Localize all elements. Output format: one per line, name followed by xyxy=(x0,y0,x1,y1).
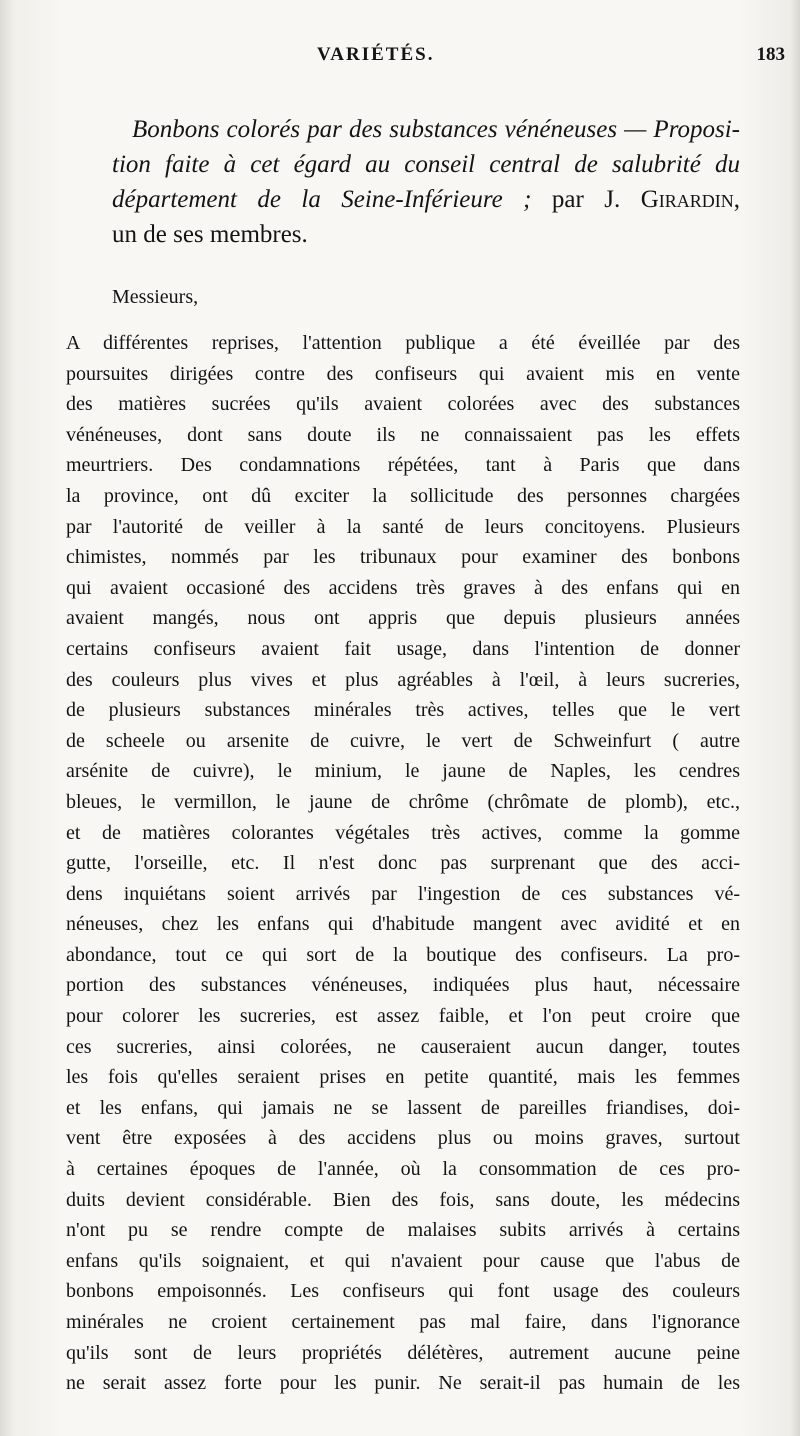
author-name: Girardin xyxy=(640,186,734,213)
body-line: qui avaient occasioné des accidens très graves à des enfans qui en xyxy=(66,576,740,599)
body-line: à certaines époques de l'année, où la consommation de ces pro- xyxy=(66,1158,740,1181)
body-line: bonbons empoisonnés. Les confiseurs qui font usage des couleurs xyxy=(66,1280,740,1303)
body-line: meurtriers. Des condamnations répétées, tant à Paris que dans xyxy=(66,454,740,477)
body-line: vénéneuses, dont sans doute ils ne connaissaient pas les effets xyxy=(66,423,740,446)
title-line-3 xyxy=(112,182,740,217)
body-line: et les enfans, qui jamais ne se lassent de pareilles friandises, doi- xyxy=(66,1096,740,1119)
body-line: duits devient considérable. Bien des fois, sans doute, les médecins xyxy=(66,1188,740,1211)
running-head xyxy=(112,44,785,72)
author-byline xyxy=(532,186,740,213)
body-line: vent être exposées à des accidens plus ou moins graves, surtout xyxy=(66,1127,740,1150)
body-line: minérales ne croient certainement pas mal faire, dans l'ignorance xyxy=(66,1311,740,1333)
body-line: n'ont pu se rendre compte de malaises subits arrivés à certains xyxy=(66,1219,740,1242)
body-line: chimistes, nommés par les tribunaux pour examiner des bonbons xyxy=(66,546,740,569)
author-suffix: , xyxy=(733,186,740,213)
body-line: bleues, le vermillon, le jaune de chrôme (chrômate de plomb), etc., xyxy=(66,790,740,813)
body-line: néneuses, chez les enfans qui d'habitude mangent avec avidité et en xyxy=(66,913,740,936)
body-line: des couleurs plus vives et plus agréables à l'œil, à leurs sucreries, xyxy=(66,668,740,691)
body-line: poursuites dirigées contre des confiseurs qui avaient mis en vente xyxy=(66,362,740,385)
body-line: la province, ont dû exciter la sollicitude des personnes chargées xyxy=(66,484,740,507)
body-line: dens inquiétans soient arrivés par l'ingestion de ces substances vé- xyxy=(66,882,740,905)
body-line: portion des substances vénéneuses, indiquées plus haut, nécessaire xyxy=(66,974,740,997)
author-prefix: par J. xyxy=(531,186,641,213)
body-line: avaient mangés, nous ont appris que depuis plusieurs années xyxy=(66,607,740,630)
body-line: abondance, tout ce qui sort de la boutique des confiseurs. La pro- xyxy=(66,943,740,966)
body-line: de plusieurs substances minérales très actives, telles que le vert xyxy=(66,699,740,722)
body-line: ne serait assez forte pour les punir. Ne serait-il pas humain de les xyxy=(66,1372,740,1395)
title-line-2: tion faite à cet égard au conseil central de salubrité du xyxy=(112,151,740,178)
body-line: qu'ils sont de leurs propriétés délétères, autrement aucune peine xyxy=(66,1341,740,1364)
article-title xyxy=(112,112,740,252)
body-line: enfans qu'ils soignaient, et qui n'avaient pour cause que l'abus de xyxy=(66,1249,740,1272)
page-number: 183 xyxy=(756,44,785,65)
salutation: Messieurs, xyxy=(112,286,199,308)
body-line: par l'autorité de veiller à la santé de leurs concitoyens. Plusieurs xyxy=(66,515,740,538)
body-line: les fois qu'elles seraient prises en petite quantité, mais les femmes xyxy=(66,1066,740,1089)
body-line: certains confiseurs avaient fait usage, dans l'intention de donner xyxy=(66,637,740,660)
page-edge-shadow-left xyxy=(0,0,14,1436)
title-line-1: Bonbons colorés par des substances vénéneuses — Proposi- xyxy=(132,116,740,143)
body-line: A différentes reprises, l'attention publique a été éveillée par des xyxy=(66,332,740,354)
body-line: gutte, l'orseille, etc. Il n'est donc pas surprenant que des acci- xyxy=(66,852,740,875)
body-line: et de matières colorantes végétales très actives, comme la gomme xyxy=(66,821,740,844)
running-title: VARIÉTÉS. xyxy=(317,44,435,65)
title-line-3-text: département de la Seine-Inférieure ; xyxy=(112,186,532,213)
body-text xyxy=(66,328,740,1399)
title-line-4: un de ses membres. xyxy=(112,221,308,248)
body-line: ces sucreries, ainsi colorées, ne causeraient aucun danger, toutes xyxy=(66,1035,740,1058)
body-line: des matières sucrées qu'ils avaient colorées avec des substances xyxy=(66,393,740,416)
page-edge-shadow-right xyxy=(790,0,800,1436)
body-line: arsénite de cuivre), le minium, le jaune de Naples, les cendres xyxy=(66,760,740,783)
body-line: pour colorer les sucreries, est assez faible, et l'on peut croire que xyxy=(66,1005,740,1028)
body-line: de scheele ou arsenite de cuivre, le vert de Schweinfurt ( autre xyxy=(66,729,740,752)
